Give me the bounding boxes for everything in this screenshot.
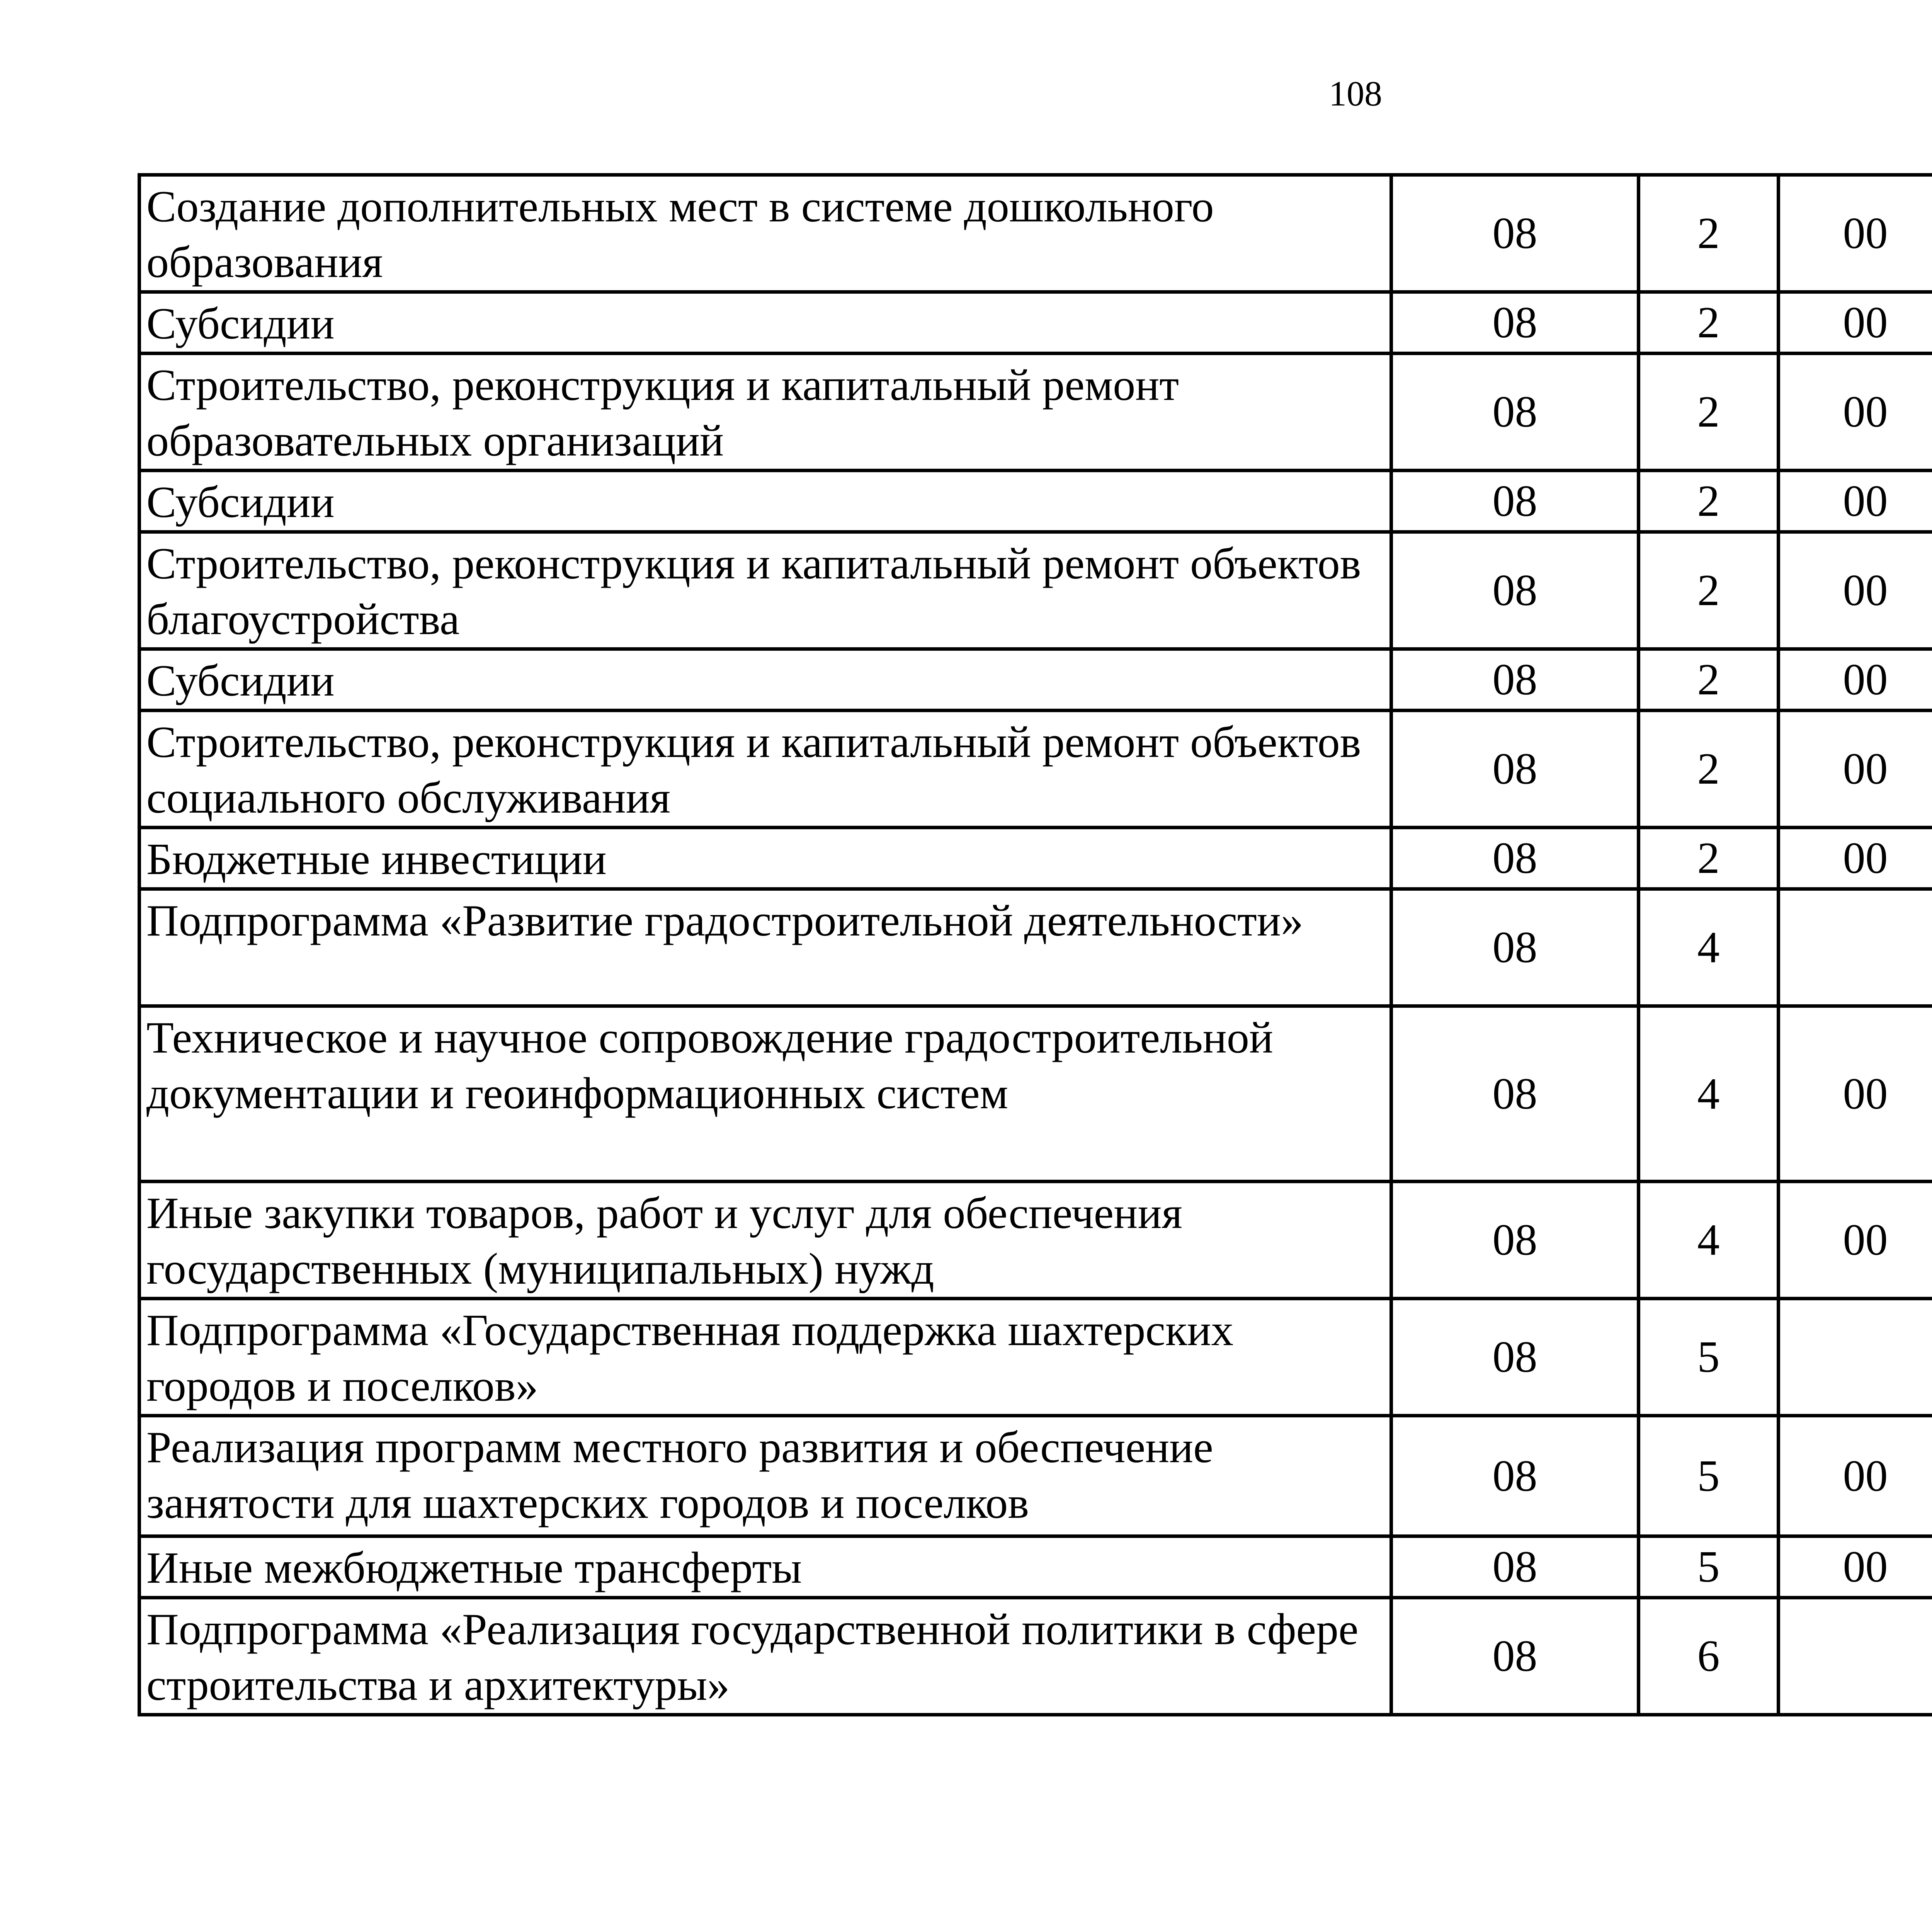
row-subprogram: 00 [1779, 711, 1932, 828]
row-program: 2 [1639, 471, 1779, 532]
table-row [139, 1598, 1932, 1715]
table-row [139, 1006, 1932, 1182]
row-subprogram [1779, 889, 1932, 1006]
row-section: 08 [1391, 1536, 1639, 1598]
row-subprogram: 00 [1779, 828, 1932, 889]
row-section: 08 [1391, 711, 1639, 828]
row-section: 08 [1391, 889, 1639, 1006]
row-program: 4 [1639, 889, 1779, 1006]
row-subprogram: 00 [1779, 292, 1932, 354]
row-subprogram: 00 [1779, 1536, 1932, 1598]
row-name: Реализация программ местного развития и обеспечение занятости для шахтерских городов и поселков [139, 1416, 1391, 1536]
row-subprogram: 00 [1779, 1006, 1932, 1182]
table-row [139, 471, 1932, 532]
row-section: 08 [1391, 1598, 1639, 1715]
table-row [139, 711, 1932, 828]
row-program: 4 [1639, 1006, 1779, 1182]
row-section: 08 [1391, 1006, 1639, 1182]
table-row [139, 1416, 1932, 1536]
row-section: 08 [1391, 471, 1639, 532]
row-program: 2 [1639, 532, 1779, 649]
row-program: 4 [1639, 1182, 1779, 1299]
row-section: 08 [1391, 828, 1639, 889]
row-program: 2 [1639, 649, 1779, 711]
row-section: 08 [1391, 354, 1639, 471]
row-section: 08 [1391, 532, 1639, 649]
row-subprogram [1779, 1299, 1932, 1416]
row-program: 2 [1639, 711, 1779, 828]
row-program: 5 [1639, 1299, 1779, 1416]
row-subprogram [1779, 1598, 1932, 1715]
table-row [139, 1182, 1932, 1299]
row-name: Строительство, реконструкция и капитальный ремонт объектов благоустройства [139, 532, 1391, 649]
page-number: 108 [1329, 74, 1382, 113]
table-row [139, 828, 1932, 889]
row-program: 2 [1639, 354, 1779, 471]
row-program: 5 [1639, 1536, 1779, 1598]
row-section: 08 [1391, 649, 1639, 711]
table-row [139, 532, 1932, 649]
row-program: 6 [1639, 1598, 1779, 1715]
row-name: Иные межбюджетные трансферты [139, 1536, 1391, 1598]
row-section: 08 [1391, 1299, 1639, 1416]
row-subprogram: 00 [1779, 1416, 1932, 1536]
row-name: Строительство, реконструкция и капитальный ремонт образовательных организаций [139, 354, 1391, 471]
row-subprogram: 00 [1779, 532, 1932, 649]
budget-table [138, 173, 1932, 1716]
row-subprogram: 00 [1779, 471, 1932, 532]
row-program: 2 [1639, 292, 1779, 354]
row-subprogram: 00 [1779, 354, 1932, 471]
row-section: 08 [1391, 175, 1639, 292]
row-name: Субсидии [139, 292, 1391, 354]
row-program: 5 [1639, 1416, 1779, 1536]
table-row [139, 292, 1932, 354]
row-subprogram: 00 [1779, 1182, 1932, 1299]
row-name: Субсидии [139, 471, 1391, 532]
row-section: 08 [1391, 1182, 1639, 1299]
row-name: Подпрограмма «Реализация государственной политики в сфере строительства и архитектуры» [139, 1598, 1391, 1715]
table-row [139, 1536, 1932, 1598]
row-program: 2 [1639, 828, 1779, 889]
row-name: Бюджетные инвестиции [139, 828, 1391, 889]
row-program: 2 [1639, 175, 1779, 292]
row-section: 08 [1391, 292, 1639, 354]
table-row [139, 1299, 1932, 1416]
row-subprogram: 00 [1779, 649, 1932, 711]
table-row [139, 354, 1932, 471]
row-section: 08 [1391, 1416, 1639, 1536]
row-name: Подпрограмма «Государственная поддержка шахтерских городов и поселков» [139, 1299, 1391, 1416]
row-name: Иные закупки товаров, работ и услуг для обеспечения государственных (муниципальных) нужд [139, 1182, 1391, 1299]
table-row [139, 649, 1932, 711]
row-name: Субсидии [139, 649, 1391, 711]
row-name: Техническое и научное сопровождение градостроительной документации и геоинформационных систем [139, 1006, 1391, 1182]
table-row [139, 175, 1932, 292]
row-name: Строительство, реконструкция и капитальный ремонт объектов социального обслуживания [139, 711, 1391, 828]
table-row [139, 889, 1932, 1006]
row-subprogram: 00 [1779, 175, 1932, 292]
row-name: Создание дополнительных мест в системе дошкольного образования [139, 175, 1391, 292]
row-name: Подпрограмма «Развитие градостроительной деятельности» [139, 889, 1391, 1006]
